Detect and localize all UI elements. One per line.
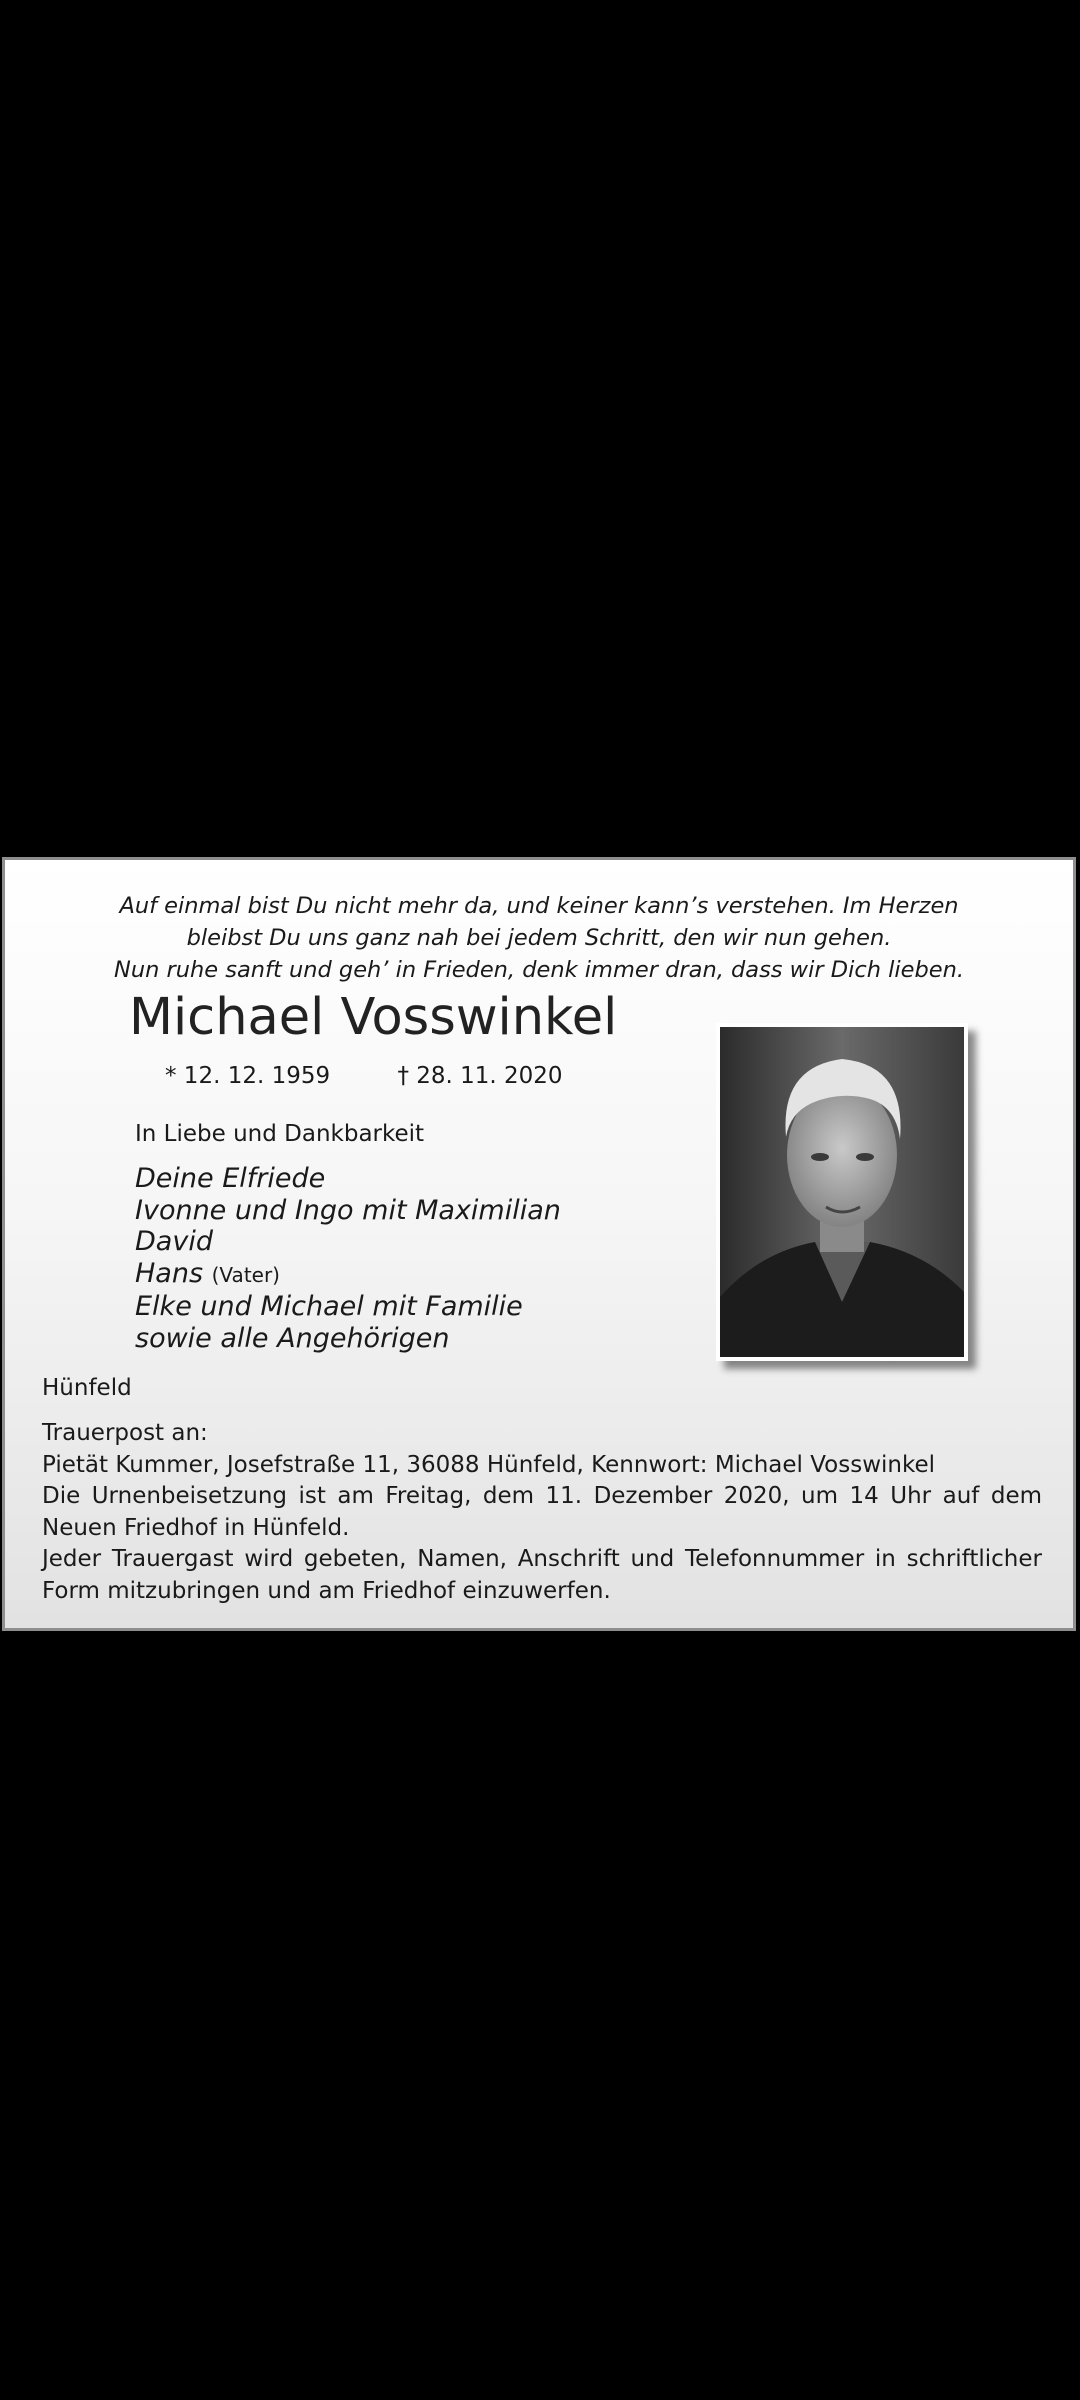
- place-name: Hünfeld: [42, 1375, 132, 1401]
- obituary-card: [2, 857, 1076, 1631]
- deceased-name: Michael Vosswinkel: [129, 988, 618, 1047]
- portrait-illustration: [720, 1027, 964, 1357]
- mourner-note: (Vater): [211, 1262, 280, 1287]
- life-dates: [165, 1061, 563, 1091]
- verse-line: bleibst Du uns ganz nah bei jedem Schritt, den wir nun gehen.: [186, 925, 892, 951]
- info-line: Form mitzubringen und am Friedhof einzuwerfen.: [42, 1577, 611, 1604]
- verse-line: Auf einmal bist Du nicht mehr da, und keiner kann’s verstehen. Im Herzen: [119, 893, 959, 919]
- mourners-list: [135, 1163, 561, 1354]
- info-line: Die Urnenbeisetzung ist am Freitag, dem 11. Dezember 2020, um 14 Uhr auf dem: [42, 1483, 1042, 1509]
- verse-line: Nun ruhe sanft und geh’ in Frieden, denk immer dran, dass wir Dich lieben.: [114, 957, 964, 983]
- thanks-line: In Liebe und Dankbarkeit: [135, 1121, 425, 1147]
- mourner-name: Hans: [135, 1257, 204, 1289]
- death-date: † 28. 11. 2020: [397, 1063, 563, 1089]
- info-line: Neuen Friedhof in Hünfeld.: [42, 1514, 350, 1541]
- info-line: Trauerpost an:: [42, 1420, 208, 1446]
- mourner-line: David: [135, 1226, 213, 1257]
- mourner-line: Ivonne und Ingo mit Maximilian: [135, 1194, 561, 1226]
- info-line: Pietät Kummer, Josefstraße 11, 36088 Hünfeld, Kennwort: Michael Vosswinkel: [42, 1451, 936, 1478]
- info-line: Jeder Trauergast wird gebeten, Namen, Anschrift und Telefonnummer in schriftlicher: [42, 1546, 1042, 1572]
- portrait-photo: [716, 1023, 968, 1361]
- mourner-line: Elke und Michael mit Familie: [135, 1291, 523, 1322]
- funeral-info: [42, 1418, 1042, 1607]
- memorial-verse: [5, 890, 1073, 986]
- mourner-line: sowie alle Angehörigen: [135, 1322, 450, 1354]
- birth-date: * 12. 12. 1959: [165, 1063, 331, 1089]
- mourner-line: Deine Elfriede: [135, 1163, 326, 1194]
- mourner-line: [135, 1258, 561, 1292]
